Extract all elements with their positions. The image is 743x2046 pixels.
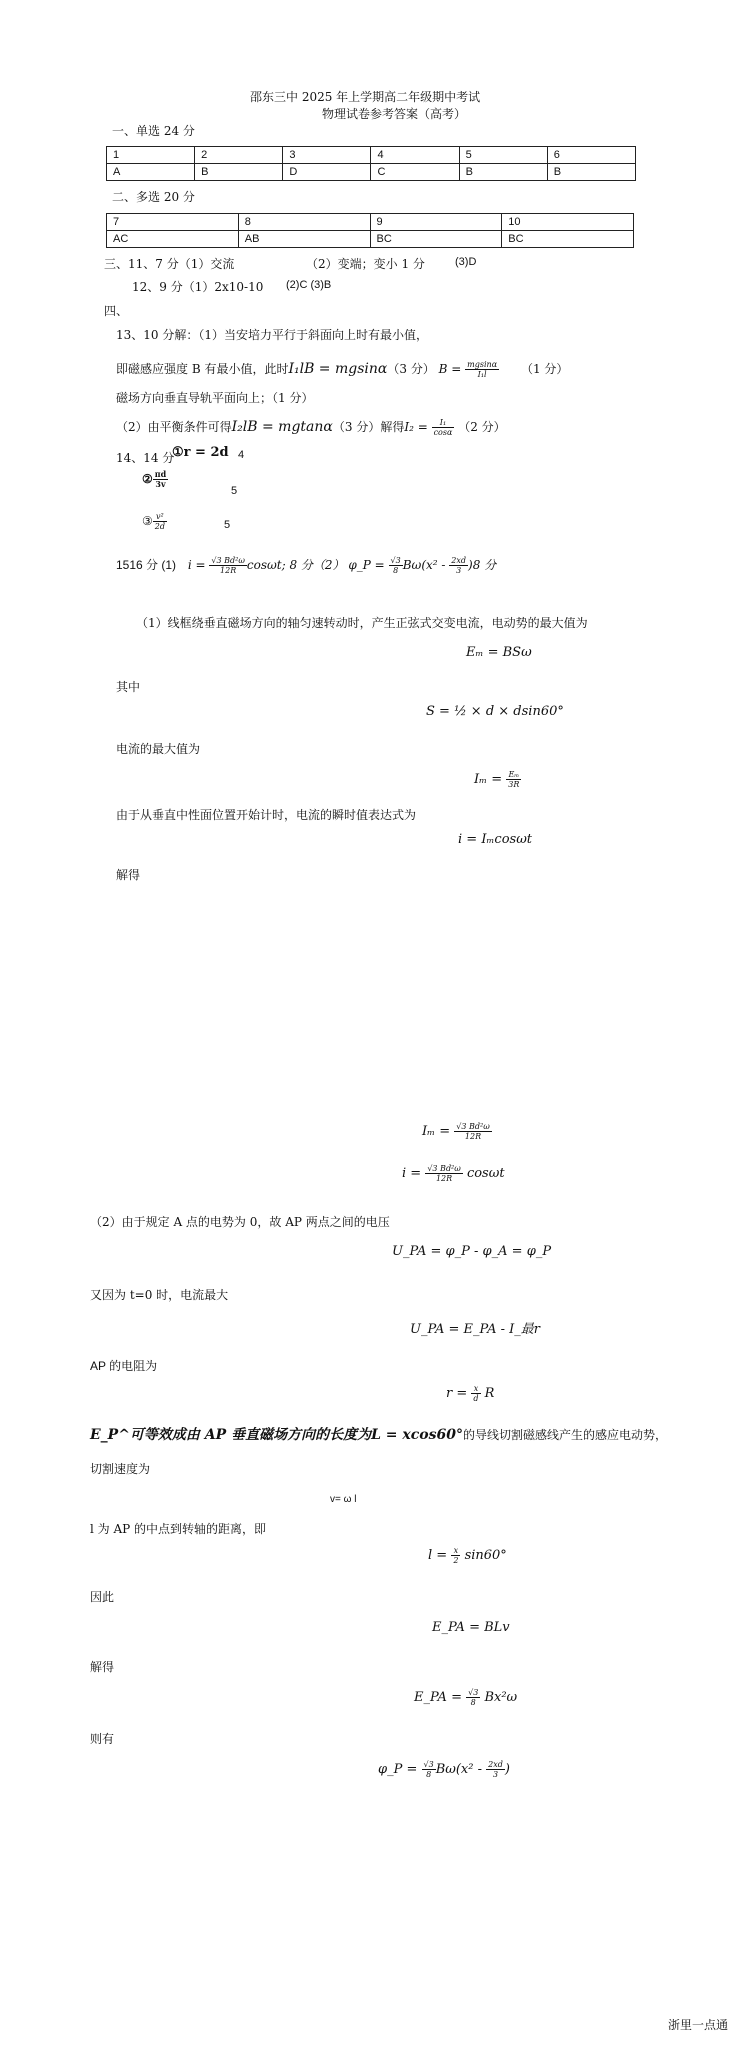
numerator: x — [471, 1384, 480, 1394]
equation: B = — [438, 362, 462, 376]
solution-paragraph-11: l 为 AP 的中点到转轴的距离，即 — [90, 1522, 267, 1536]
table-cell: 5 — [459, 147, 547, 164]
q14-score-3: 5 — [224, 519, 231, 531]
text: （2 分） — [458, 420, 506, 434]
denominator: 8 — [426, 1770, 432, 1779]
numerator: I₁ — [432, 418, 455, 428]
text: Iₘ = — [474, 772, 503, 787]
table-cell: 9 — [370, 214, 502, 231]
equation: Bω(x² - — [402, 558, 450, 572]
denominator: 12R — [464, 1132, 482, 1141]
denominator: 12R — [220, 566, 237, 575]
denominator: 3R — [508, 780, 520, 789]
table-cell: 4 — [371, 147, 459, 164]
table-cell: 3 — [283, 147, 371, 164]
solution-paragraph-1: （1）线框绕垂直磁场方向的轴匀速转动时，产生正弦式交变电流，电动势的最大值为 — [136, 616, 588, 630]
table-cell: 8 — [238, 214, 370, 231]
denominator: 3 — [492, 1770, 499, 1779]
equation-12: E_PA = BLv — [432, 1620, 510, 1635]
text: r = — [446, 1386, 468, 1401]
single-choice-answer-table — [106, 146, 636, 181]
q11-answer-part3: (3)D — [455, 256, 477, 268]
numerator: √3 Bd²ω — [427, 1164, 461, 1173]
text: 的导线切割磁感线产生的感应电动势， — [462, 1428, 667, 1442]
equation-8: U_PA = E_PA - I_最r — [410, 1322, 540, 1337]
text: 1516 分 (1) — [116, 558, 177, 572]
numerator: x — [451, 1546, 460, 1556]
solution-paragraph-3: 电流的最大值为 — [116, 742, 201, 756]
fraction — [471, 1384, 480, 1403]
denominator: 8 — [470, 1698, 476, 1707]
solution-paragraph-4: 由于从垂直中性面位置开始计时，电流的瞬时值表达式为 — [116, 808, 417, 822]
equation-4: i = Iₘcosωt — [458, 832, 533, 847]
equation-6 — [402, 1164, 505, 1183]
solution-paragraph-12: 因此 — [90, 1590, 115, 1604]
table-cell: C — [371, 164, 459, 181]
table-cell: A — [107, 164, 195, 181]
equation-3 — [474, 770, 521, 789]
section-calc-title: 四、 — [104, 304, 129, 318]
exam-subtitle: 物理试卷参考答案（高考） — [322, 107, 467, 121]
equation: φ_P = — [348, 558, 385, 572]
solution-paragraph-8: AP 的电阻为 — [90, 1359, 158, 1373]
fraction — [486, 1760, 505, 1779]
denominator: 3 — [456, 566, 462, 575]
table-cell: 1 — [107, 147, 195, 164]
table-cell: B — [195, 164, 283, 181]
fraction — [209, 556, 246, 575]
equation: cosωt; 8 分（2） — [246, 558, 345, 572]
q13-line1: 13、10 分解：（1）当安培力平行于斜面向上时有最小值， — [116, 328, 428, 342]
q14-answer-1: ①r = 2d — [172, 445, 229, 460]
numerator: √3 — [423, 1760, 434, 1769]
numerator: mgsinα — [467, 360, 498, 369]
equation: L = xcos60° — [371, 1427, 463, 1443]
numerator: πd — [154, 469, 167, 479]
text: sin60° — [464, 1548, 507, 1563]
text: 即磁感应强度 B 有最小值，此时 — [116, 362, 289, 376]
equation: i = — [187, 558, 206, 572]
text: cosωt — [466, 1166, 505, 1181]
text: E_P^可等效成由 AP 垂直磁场方向的长度为 — [90, 1427, 372, 1443]
solution-paragraph-2: 其中 — [116, 680, 141, 694]
text: （3 分） — [387, 362, 435, 376]
table-cell: BC — [370, 231, 502, 248]
equation-7: U_PA = φ_P - φ_A = φ_P — [392, 1244, 552, 1259]
fraction — [454, 1122, 491, 1141]
fraction — [449, 556, 468, 575]
q12-answer-part2: (2)C (3)B — [286, 279, 332, 291]
equation: )8 分 — [468, 558, 497, 572]
numerator: 2xd — [451, 556, 467, 565]
q14-answer-3 — [142, 512, 167, 531]
equation-10: v= ω l — [330, 1494, 357, 1505]
q15-answer — [116, 556, 496, 575]
denominator: 12R — [435, 1174, 453, 1183]
equation-1: Eₘ = BSω — [466, 645, 532, 660]
table-row — [107, 214, 634, 231]
solution-paragraph-5: 解得 — [116, 868, 141, 882]
numerator: √3 — [468, 1688, 479, 1697]
fraction — [432, 418, 455, 437]
denominator: 3v — [155, 479, 166, 489]
denominator: 8 — [393, 566, 399, 575]
solution-paragraph-14: 则有 — [90, 1732, 115, 1746]
q12-answer: 12、9 分（1）2x10-10 — [132, 280, 264, 294]
q11-answer-part2: （2）变端；变小 1 分 — [306, 257, 425, 271]
text: （2）由平衡条件可得 — [116, 420, 232, 434]
text: Bω(x² - — [435, 1762, 487, 1777]
text: ② — [142, 472, 153, 486]
q13-line3: 磁场方向垂直导轨平面向上；（1 分） — [116, 391, 314, 405]
fraction — [466, 1688, 480, 1707]
text: （3 分）解得 — [332, 420, 405, 434]
q11-answer: 三、11、7 分（1）交流 — [104, 257, 235, 271]
text: ③ — [142, 514, 153, 528]
equation: I₂ = — [404, 420, 428, 434]
denominator: I₁l — [477, 370, 487, 379]
table-cell: D — [283, 164, 371, 181]
equation-9 — [446, 1384, 494, 1403]
section-multi-choice-title: 二、多选 20 分 — [112, 190, 195, 204]
fraction — [153, 512, 167, 531]
fraction — [389, 556, 403, 575]
text: （1 分） — [520, 362, 569, 376]
table-cell: AC — [107, 231, 239, 248]
q14-score-1: 4 — [238, 449, 245, 461]
table-cell: BC — [502, 231, 634, 248]
fraction — [506, 770, 521, 789]
table-cell: 10 — [502, 214, 634, 231]
solution-paragraph-10: 切割速度为 — [90, 1462, 151, 1476]
watermark: 浙里一点通 — [668, 2018, 729, 2032]
fraction — [451, 1546, 460, 1565]
equation-5 — [422, 1122, 492, 1141]
numerator: √3 Bd²ω — [456, 1122, 490, 1131]
numerator: 2xd — [488, 1760, 503, 1769]
q14-answer-2 — [142, 470, 168, 489]
table-cell: 7 — [107, 214, 239, 231]
table-cell: 6 — [547, 147, 635, 164]
fraction — [425, 1164, 462, 1183]
denominator: d — [473, 1394, 479, 1403]
solution-paragraph-13: 解得 — [90, 1660, 115, 1674]
text: R — [484, 1386, 495, 1401]
table-cell: B — [547, 164, 635, 181]
table-row — [107, 147, 636, 164]
table-row — [107, 231, 634, 248]
equation-13 — [414, 1688, 517, 1707]
text: Bx²ω — [484, 1690, 518, 1705]
denominator: 2d — [154, 522, 165, 531]
text: i = — [402, 1166, 422, 1181]
equation-11 — [428, 1546, 507, 1565]
fraction — [465, 360, 499, 379]
table-cell: 2 — [195, 147, 283, 164]
text: φ_P = — [378, 1762, 418, 1777]
numerator: v² — [153, 512, 167, 522]
equation-2: S = ½ × d × dsin60° — [426, 704, 564, 719]
solution-paragraph-7: 又因为 t=0 时，电流最大 — [90, 1288, 229, 1302]
numerator: √3 Bd²ω — [211, 556, 245, 565]
multi-choice-answer-table — [106, 213, 634, 248]
table-cell: AB — [238, 231, 370, 248]
solution-paragraph-9 — [90, 1424, 667, 1444]
text: ) — [504, 1762, 510, 1777]
equation: I₁lB = mgsinα — [288, 361, 388, 377]
q13-line2 — [116, 360, 568, 379]
table-row — [107, 164, 636, 181]
exam-title: 邵东三中 2025 年上学期高二年级期中考试 — [250, 90, 481, 104]
q14-title: 14、14 分 — [116, 451, 175, 465]
equation-14 — [378, 1760, 510, 1779]
fraction — [422, 1760, 436, 1779]
text: E_PA = — [414, 1690, 462, 1705]
denominator: 2 — [453, 1556, 459, 1565]
section-single-choice-title: 一、单选 24 分 — [112, 124, 195, 138]
denominator: cosα — [433, 428, 453, 437]
numerator: √3 — [390, 556, 401, 565]
fraction — [153, 470, 168, 489]
numerator: Eₘ — [506, 770, 521, 780]
q14-score-2: 5 — [231, 485, 238, 497]
solution-paragraph-6: （2）由于规定 A 点的电势为 0，故 AP 两点之间的电压 — [90, 1215, 390, 1229]
table-cell: B — [459, 164, 547, 181]
q13-line4 — [116, 418, 506, 437]
text: l = — [428, 1548, 448, 1563]
text: Iₘ = — [422, 1124, 451, 1139]
equation: I₂lB = mgtanα — [231, 419, 333, 435]
